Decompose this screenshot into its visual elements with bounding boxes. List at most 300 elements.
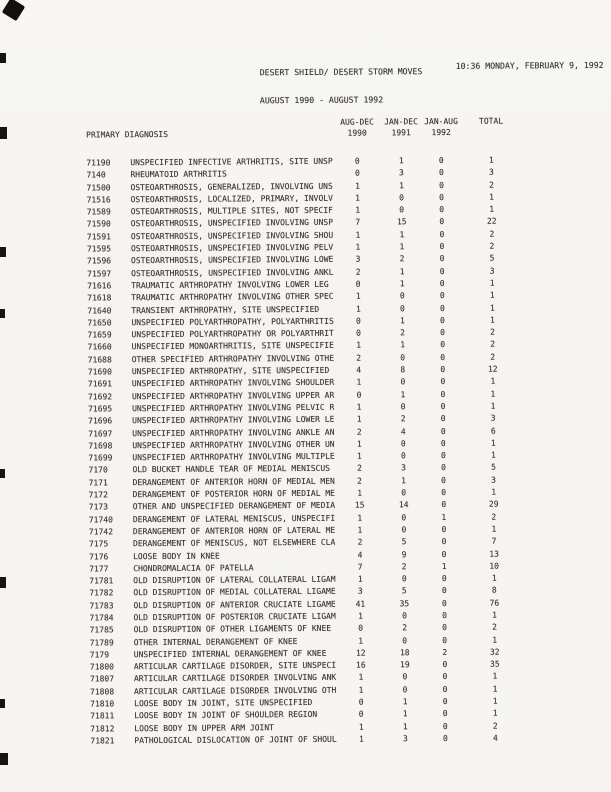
value-1991: 1: [399, 230, 405, 240]
value-1992: 0: [442, 733, 448, 743]
diagnosis-code: 71696: [88, 416, 113, 426]
value-total: 7: [491, 536, 497, 546]
value-1992: 0: [439, 242, 445, 252]
column-header-1990-line2: 1990: [347, 128, 367, 138]
value-total: 3: [489, 266, 495, 276]
value-1992: 0: [440, 414, 446, 424]
value-1992: 0: [442, 623, 448, 633]
column-header-1992-line1: JAN-AUG: [424, 116, 458, 127]
diagnosis-description: OSTEOARTHROSIS, MULTIPLE SITES, NOT SPECIF: [130, 205, 334, 217]
diagnosis-description: CHONDROMALACIA OF PATELLA: [133, 563, 254, 573]
value-1992: 0: [441, 463, 446, 473]
value-1992: 0: [439, 229, 445, 239]
value-1990: 1: [356, 451, 362, 461]
value-1992: 0: [439, 180, 444, 190]
column-header-1990: [334, 117, 380, 138]
diagnosis-description: OSTEOARTHROSIS, UNSPECIFIED INVOLVING LOWE: [130, 255, 334, 266]
value-1990: 4: [356, 365, 362, 375]
value-total: 2: [489, 229, 495, 239]
value-total: 2: [490, 327, 495, 337]
value-1990: 0: [355, 279, 361, 289]
value-1991: 0: [402, 685, 408, 695]
diagnosis-code: 71782: [89, 588, 114, 598]
value-1990: 1: [355, 205, 361, 215]
diagnosis-description: OTHER SPECIFIED ARTHROPATHY INVOLVING OTHE: [131, 353, 335, 364]
diagnosis-code: 71500: [86, 182, 111, 193]
diagnosis-description: OSTEOARTHROSIS, UNSPECIFIED INVOLVING PELV: [130, 242, 334, 254]
value-total: 1: [489, 278, 495, 288]
value-1992: 0: [439, 291, 445, 301]
value-1991: 1: [400, 389, 406, 399]
diagnosis-code: 71808: [90, 687, 115, 697]
diagnosis-description: LOOSE BODY IN UPPER ARM JOINT: [134, 722, 275, 733]
value-total: 1: [492, 610, 497, 620]
value-total: 12: [487, 364, 498, 374]
value-total: 29: [488, 499, 499, 509]
diagnosis-code: 7177: [89, 564, 109, 574]
value-1990: 1: [355, 193, 361, 203]
value-1992: 0: [441, 537, 447, 547]
diagnosis-description: OSTEOARTHROSIS, UNSPECIFIED INVOLVING ANKL: [131, 267, 334, 278]
value-1991: 0: [399, 303, 405, 313]
value-1991: 0: [399, 291, 405, 301]
value-1990: 1: [355, 242, 361, 252]
diagnosis-code: 71618: [87, 293, 112, 303]
value-total: 1: [491, 487, 497, 497]
diagnosis-code: 71807: [89, 674, 115, 684]
value-1991: 0: [400, 451, 406, 461]
diagnosis-description: OSTEOARTHROSIS, GENERALIZED, INVOLVING UNS: [130, 181, 333, 192]
diagnosis-code: 71812: [90, 723, 115, 734]
value-1992: 0: [439, 205, 445, 215]
value-1990: 1: [355, 230, 361, 240]
value-1990: 7: [355, 218, 361, 228]
value-1992: 0: [441, 475, 447, 485]
diagnosis-description: OSTEOARTHROSIS, UNSPECIFIED INVOLVING UNSP: [130, 218, 334, 229]
value-1991: 14: [398, 500, 409, 510]
diagnosis-code: 71811: [90, 711, 115, 721]
value-1991: 3: [398, 168, 404, 178]
value-1991: 3: [402, 734, 408, 744]
value-1992: 0: [440, 389, 446, 399]
value-1991: 1: [400, 340, 406, 350]
value-1992: 0: [442, 672, 448, 682]
value-1992: 0: [440, 451, 446, 461]
value-1991: 0: [399, 193, 405, 203]
diagnosis-code: 7173: [88, 502, 109, 512]
diagnosis-code: 71516: [86, 195, 111, 205]
diagnosis-description: UNSPECIFIED ARTHROPATHY INVOLVING OTHER UN: [132, 439, 335, 450]
value-total: 1: [488, 155, 494, 165]
diagnosis-description: OLD DISRUPTION OF POSTERIOR CRUCIATE LIGAM: [133, 611, 336, 623]
value-1992: 0: [441, 574, 447, 584]
table-row: [90, 732, 526, 747]
value-1992: 1: [441, 512, 447, 522]
diagnosis-code: 71660: [87, 342, 112, 352]
value-total: 76: [489, 598, 500, 608]
diagnosis-code: 7179: [89, 650, 110, 660]
diagnosis-code: 7176: [89, 551, 109, 561]
diagnosis-description: DERANGEMENT OF POSTERIOR HORN OF MEDIAL ME: [132, 488, 335, 500]
value-1990: 2: [356, 427, 362, 437]
value-1991: 1: [399, 242, 405, 252]
value-total: 3: [491, 475, 496, 485]
value-1991: 0: [402, 611, 407, 621]
value-1990: 1: [355, 291, 361, 301]
value-1990: 2: [357, 463, 362, 474]
value-1991: 0: [402, 635, 408, 645]
diagnosis-description: OLD DISRUPTION OF LATERAL COLLATERAL LIGAM: [133, 574, 336, 586]
value-total: 10: [489, 561, 500, 571]
value-1992: 0: [441, 487, 447, 498]
value-total: 13: [489, 549, 499, 559]
value-1992: 0: [442, 610, 447, 620]
diagnosis-description: UNSPECIFIED ARTHROPATHY INVOLVING LOWER LE: [132, 414, 335, 426]
value-1992: 0: [442, 660, 448, 670]
diagnosis-description: UNSPECIFIED INFECTIVE ARTHRITIS, SITE UNSP: [130, 156, 333, 168]
value-1990: 1: [356, 414, 362, 424]
column-header-1991: [380, 117, 422, 138]
value-total: 1: [492, 672, 498, 682]
diagnosis-description: OLD DISRUPTION OF OTHER LIGAMENTS OF KNEE: [133, 624, 332, 635]
value-1992: 0: [440, 426, 446, 436]
value-1992: 0: [441, 500, 447, 510]
diagnosis-code: 71590: [86, 219, 111, 229]
value-1991: 0: [401, 574, 407, 584]
value-1991: 1: [398, 156, 404, 166]
value-1990: 16: [355, 660, 366, 670]
value-1991: 0: [400, 377, 406, 387]
report-subtitle: AUGUST 1990 - AUGUST 1992: [259, 94, 384, 106]
value-1990: 0: [358, 697, 364, 707]
value-1990: 2: [356, 353, 362, 363]
value-1991: 1: [401, 475, 407, 486]
value-1991: 0: [400, 439, 406, 449]
diagnosis-code: 71821: [90, 736, 115, 746]
diagnosis-description: UNSPECIFIED ARTHROPATHY, SITE UNSPECIFIED: [131, 365, 330, 377]
diagnosis-code: 71690: [87, 367, 112, 377]
diagnosis-code: 71695: [88, 404, 113, 414]
diagnosis-description: LOOSE BODY IN JOINT OF SHOULDER REGION: [134, 710, 318, 721]
value-total: 1: [492, 708, 498, 719]
diagnosis-description: OSTEOARTHROSIS, LOCALIZED, PRIMARY, INVOLV: [130, 193, 333, 205]
value-1991: 0: [400, 402, 406, 412]
diagnosis-code: 71692: [87, 391, 113, 402]
diagnosis-code: 71659: [87, 330, 112, 340]
value-1992: 0: [439, 266, 445, 276]
value-1992: 0: [441, 549, 447, 559]
value-1991: 5: [401, 586, 407, 596]
diagnosis-description: TRANSIENT ARTHROPATHY, SITE UNSPECIFIED: [131, 304, 320, 315]
value-1990: 41: [355, 599, 366, 609]
value-1990: 1: [358, 636, 364, 646]
value-1992: 0: [442, 697, 448, 707]
value-1990: 2: [357, 476, 363, 486]
value-total: 3: [490, 413, 496, 423]
column-header-primary-diagnosis: PRIMARY DIAGNOSIS: [86, 129, 169, 139]
diagnosis-description: LOOSE BODY IN JOINT, SITE UNSPECIFIED: [134, 697, 313, 709]
value-1991: 1: [399, 180, 404, 190]
column-header-total-line2: [460, 127, 522, 138]
value-1992: 0: [440, 365, 446, 375]
diagnosis-code: 71597: [87, 268, 112, 279]
value-1990: 1: [358, 611, 363, 621]
value-1992: 0: [442, 684, 448, 694]
diagnosis-code: 71785: [89, 625, 114, 635]
diagnosis-description: DERANGEMENT OF ANTERIOR HORN OF MEDIAL MEN: [132, 476, 335, 487]
value-1992: 0: [439, 192, 445, 202]
value-total: 2: [492, 622, 498, 632]
diagnosis-code: 71190: [86, 158, 111, 168]
diagnosis-code: 7140: [86, 170, 106, 180]
diagnosis-description: UNSPECIFIED ARTHROPATHY INVOLVING PELVIC R: [132, 402, 335, 414]
value-total: 1: [489, 204, 495, 214]
diagnosis-description: ARTICULAR CARTILAGE DISORDER INVOLVING ANK: [133, 673, 337, 684]
diagnosis-description: ARTICULAR CARTILAGE DISORDER INVOLVING OTH: [133, 685, 337, 696]
value-total: 1: [491, 573, 497, 583]
value-1990: 1: [357, 574, 363, 584]
value-1990: 1: [358, 722, 364, 732]
column-header-total-line1: TOTAL: [478, 116, 504, 126]
diagnosis-description: UNSPECIFIED ARTHROPATHY INVOLVING ANKLE AN: [132, 427, 335, 438]
value-1990: 1: [357, 513, 363, 523]
value-1990: 1: [356, 341, 362, 351]
value-total: 1: [492, 696, 498, 706]
diagnosis-description: UNSPECIFIED ARTHROPATHY INVOLVING SHOULDER: [131, 378, 335, 389]
table-header: [86, 116, 522, 140]
diagnosis-code: 71783: [89, 600, 114, 611]
column-header-1992: [422, 117, 460, 138]
value-total: 35: [489, 659, 500, 669]
diagnosis-description: TRAUMATIC ARTHROPATHY INVOLVING OTHER SPEC: [131, 292, 334, 303]
diagnosis-code: 7171: [88, 478, 108, 488]
value-1990: 1: [356, 377, 362, 387]
value-1992: 0: [439, 315, 445, 325]
value-1990: 2: [357, 537, 363, 547]
value-1991: 2: [402, 623, 408, 633]
value-1990: 4: [357, 550, 363, 560]
diagnosis-description: ARTICULAR CARTILAGE DISORDER, SITE UNSPECI: [133, 660, 337, 672]
value-1992: 0: [441, 586, 447, 596]
diagnosis-code: 7172: [88, 490, 108, 500]
value-1992: 0: [438, 155, 444, 166]
diagnosis-code: 7170: [88, 465, 108, 475]
value-1992: 0: [441, 524, 447, 534]
diagnosis-code: 71650: [87, 318, 112, 328]
diagnosis-description: OLD BUCKET HANDLE TEAR OF MEDIAL MENISCUS: [132, 464, 330, 475]
value-1990: 1: [358, 685, 364, 695]
value-1990: 0: [354, 156, 360, 166]
value-1992: 0: [440, 401, 446, 411]
diagnosis-description: RHEUMATOID ARTHRITIS: [130, 169, 227, 180]
diagnosis-code: 71742: [88, 527, 114, 537]
diagnosis-code: 71595: [86, 244, 112, 254]
diagnosis-description: PATHOLOGICAL DISLOCATION OF JOINT OF SHOUL: [134, 734, 337, 746]
diagnosis-table-rows: [86, 154, 526, 747]
value-1992: 0: [440, 438, 446, 448]
value-1991: 2: [400, 414, 406, 424]
column-header-total: [460, 116, 522, 137]
value-total: 1: [489, 303, 495, 313]
diagnosis-code: 71698: [88, 441, 113, 451]
value-total: 2: [489, 180, 494, 190]
value-1990: 0: [358, 623, 364, 633]
diagnosis-description: LOOSE BODY IN KNEE: [133, 551, 220, 561]
value-1992: 0: [441, 598, 447, 608]
diagnosis-code: 71688: [87, 355, 112, 365]
diagnosis-description: UNSPECIFIED MONOARTHRITIS, SITE UNSPECIFIE: [131, 341, 334, 352]
value-total: 1: [490, 438, 496, 448]
value-1990: 1: [357, 525, 363, 535]
value-total: 22: [486, 217, 497, 227]
value-total: 1: [490, 376, 496, 387]
column-header-1991-line2: 1991: [391, 127, 411, 137]
value-total: 4: [492, 733, 498, 743]
value-1991: 4: [400, 426, 406, 436]
diagnosis-description: UNSPECIFIED POLYARTHROPATHY OR POLYARTHRIT: [131, 328, 334, 340]
value-1990: 1: [356, 402, 362, 412]
diagnosis-description: UNSPECIFIED POLYARTHROPATHY, POLYARTHRITIS: [131, 316, 334, 328]
value-1991: 1: [399, 266, 405, 276]
diagnosis-description: OLD DISRUPTION OF MEDIAL COLLATERAL LIGAME: [133, 587, 336, 598]
value-1992: 2: [442, 647, 448, 657]
value-1991: 2: [399, 254, 405, 264]
value-1991: 8: [400, 365, 406, 375]
value-1992: 0: [440, 340, 446, 350]
value-total: 1: [489, 315, 495, 325]
value-1991: 19: [399, 660, 410, 670]
value-1990: 0: [358, 709, 364, 719]
value-total: 3: [488, 167, 494, 177]
value-1990: 3: [357, 586, 363, 596]
value-1990: 7: [357, 562, 363, 572]
value-1990: 1: [358, 673, 364, 683]
value-1991: 1: [402, 709, 408, 719]
diagnosis-code: 71781: [89, 576, 114, 586]
value-1991: 2: [401, 562, 407, 572]
value-1991: 3: [401, 463, 406, 473]
value-total: 1: [490, 389, 496, 399]
value-1992: 0: [442, 635, 448, 645]
value-1990: 0: [354, 168, 360, 178]
diagnosis-description: DERANGEMENT OF LATERAL MENISCUS, UNSPECIFI: [132, 513, 336, 524]
diagnosis-description: TRAUMATIC ARTHROPATHY INVOLVING LOWER LEG: [131, 279, 329, 291]
diagnosis-description: OTHER INTERNAL DERANGEMENT OF KNEE: [133, 636, 298, 647]
value-total: 1: [491, 524, 497, 534]
value-1991: 2: [400, 328, 405, 338]
diagnosis-code: 71591: [86, 232, 111, 242]
value-1992: 0: [442, 721, 448, 731]
value-total: 32: [489, 647, 500, 657]
value-1990: 0: [356, 390, 362, 400]
value-1991: 0: [401, 512, 407, 522]
value-total: 2: [490, 352, 496, 362]
value-total: 5: [491, 463, 496, 473]
value-1992: 0: [440, 328, 445, 338]
value-1991: 0: [401, 525, 407, 535]
diagnosis-code: 71699: [88, 453, 113, 463]
value-1991: 1: [402, 697, 408, 707]
value-1990: 1: [357, 488, 363, 498]
diagnosis-code: 71789: [89, 637, 114, 648]
column-header-1990-line1: AUG-DEC: [340, 117, 374, 127]
value-1992: 0: [439, 278, 445, 288]
diagnosis-code: 71784: [89, 613, 114, 623]
value-1992: 0: [438, 168, 444, 178]
value-1990: 1: [358, 734, 364, 744]
diagnosis-description: UNSPECIFIED ARTHROPATHY INVOLVING UPPER AR: [131, 390, 335, 401]
value-total: 1: [492, 684, 498, 694]
value-1991: 0: [402, 672, 408, 682]
diagnosis-description: UNSPECIFIED ARTHROPATHY INVOLVING MULTIPLE: [132, 451, 335, 463]
value-1990: 3: [355, 254, 361, 264]
diagnosis-code: 71640: [87, 305, 112, 316]
value-total: 8: [491, 586, 497, 596]
value-1992: 0: [440, 377, 446, 387]
value-1991: 1: [399, 279, 405, 289]
diagnosis-code: 71800: [89, 662, 114, 672]
column-header-1991-line1: JAN-DEC: [384, 117, 418, 127]
diagnosis-code: 71691: [87, 379, 113, 389]
diagnosis-description: DERANGEMENT OF ANTERIOR HORN OF LATERAL ME: [132, 525, 336, 537]
value-total: 2: [489, 241, 495, 251]
value-1990: 1: [355, 304, 361, 314]
report-title: DESERT SHIELD/ DESERT STORM MOVES: [259, 66, 423, 78]
value-total: 1: [492, 635, 498, 645]
value-1990: 1: [356, 439, 362, 449]
value-1991: 0: [401, 488, 407, 498]
value-total: 6: [490, 426, 496, 436]
diagnosis-description: OSTEOARTHROSIS, UNSPECIFIED INVOLVING SHOU: [130, 230, 334, 241]
diagnosis-code: 71697: [88, 428, 113, 439]
value-total: 1: [490, 450, 496, 460]
value-total: 5: [489, 254, 495, 264]
value-1991: 9: [401, 549, 407, 559]
value-1990: 15: [354, 500, 365, 510]
value-1991: 35: [399, 598, 410, 608]
diagnosis-description: OLD DISRUPTION OF ANTERIOR CRUCIATE LIGAME: [133, 599, 336, 610]
value-1991: 0: [399, 205, 405, 215]
value-1990: 0: [355, 316, 361, 326]
report-timestamp: 10:36 MONDAY, FEBRUARY 9, 1992: [455, 59, 604, 71]
value-total: 1: [489, 290, 495, 300]
diagnosis-code: 71596: [86, 256, 112, 266]
value-1991: 15: [396, 217, 407, 227]
value-1991: 1: [402, 721, 408, 731]
value-1991: 0: [400, 353, 406, 363]
diagnosis-code: 71740: [88, 514, 113, 525]
value-1992: 0: [439, 217, 445, 227]
diagnosis-code: 71616: [87, 281, 112, 291]
diagnosis-code: 71589: [86, 207, 111, 217]
diagnosis-description: DERANGEMENT OF MENISCUS, NOT ELSEWHERE CLA: [132, 537, 336, 549]
value-1990: 1: [355, 181, 360, 191]
value-1990: 2: [355, 267, 361, 277]
value-total: 1: [490, 401, 496, 411]
column-header-1992-line2: 1992: [431, 127, 451, 137]
diagnosis-code: 71810: [90, 699, 115, 709]
value-total: 2: [491, 512, 497, 522]
diagnosis-description: UNSPECIFIED INTERNAL DERANGEMENT OF KNEE: [133, 648, 327, 660]
value-1991: 18: [399, 648, 410, 658]
value-1991: 1: [399, 316, 405, 326]
value-1992: 1: [441, 561, 447, 571]
diagnosis-description: OTHER AND UNSPECIFIED DERANGEMENT OF MEDIA: [132, 501, 336, 512]
value-total: 2: [492, 721, 498, 731]
value-1991: 5: [401, 537, 407, 547]
value-total: 1: [489, 192, 495, 202]
value-1990: 0: [356, 328, 361, 338]
